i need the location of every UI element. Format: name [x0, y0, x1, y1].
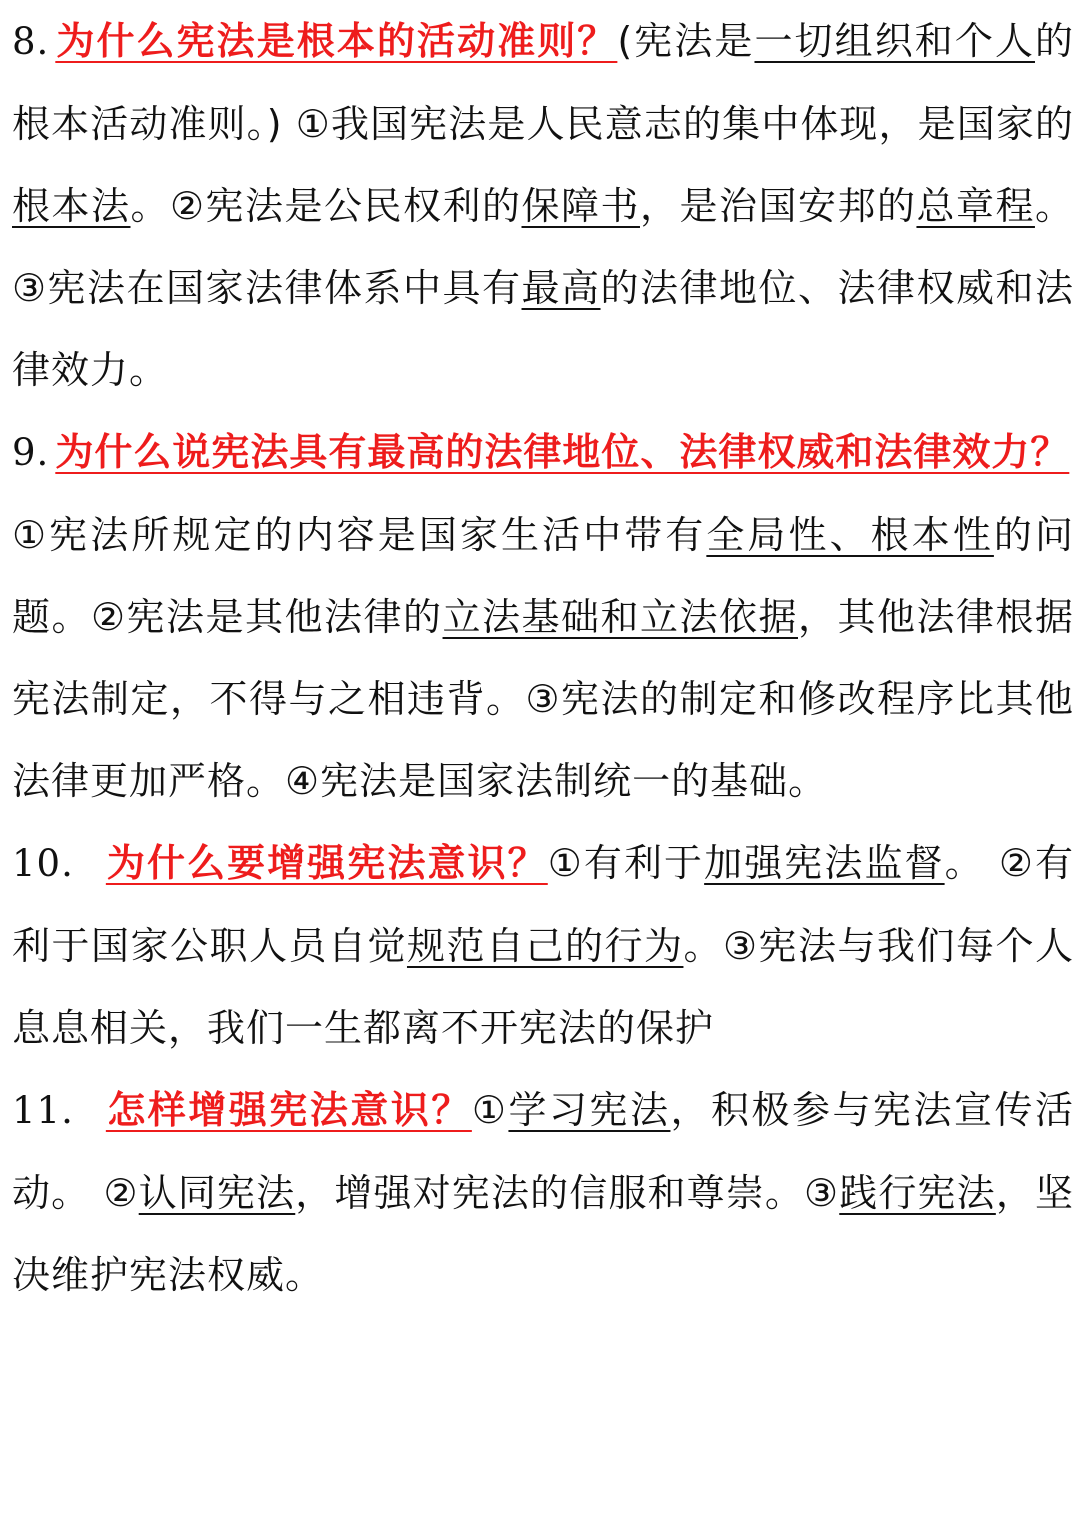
answer-text: (宪法是	[617, 19, 755, 63]
answer-text: 。③宪法与我们每个人息息相关，我们一生都离不开宪法的保护	[12, 924, 1074, 1050]
item-number: 8.	[12, 20, 50, 63]
question-heading: 怎样增强宪法意识？	[105, 1088, 472, 1132]
answer-text: 的根本活动准则。) ①我国宪法是人民意志的集中体现，是国家的	[12, 19, 1074, 146]
question-heading: 为什么宪法是根本的活动准则？	[55, 19, 618, 63]
key-term: 认同宪法	[138, 1171, 296, 1215]
key-term: 总章程	[916, 184, 1035, 228]
item-number: 10.	[12, 842, 74, 885]
answer-text: 。③宪法在国家法律体系中具有	[12, 184, 1074, 310]
key-term: 最高	[521, 266, 601, 310]
answer-text: ①宪法所规定的内容是国家生活中带有	[12, 513, 707, 557]
question-heading: 为什么说宪法具有最高的法律地位、法律权威和法律效力？	[55, 430, 1070, 474]
answer-text: 的问题。②宪法是其他法律的	[12, 513, 1074, 639]
key-term: 立法基础和立法依据	[442, 595, 798, 639]
answer-text: ，积极参与宪法宣传活动。 ②	[12, 1088, 1074, 1215]
key-term: 根本法	[12, 184, 131, 228]
key-term: 规范自己的行为	[406, 924, 684, 968]
item-10	[12, 822, 1074, 1069]
answer-text: 。②宪法是公民权利的	[130, 184, 522, 228]
document-page	[12, 0, 1074, 1316]
answer-text: ，是治国安邦的	[639, 184, 917, 228]
answer-text: 。 ②有利于国家公职人员自觉	[12, 841, 1074, 968]
answer-text: ①有利于	[547, 841, 705, 885]
item-number: 9.	[12, 431, 50, 474]
key-term: 加强宪法监督	[704, 841, 945, 885]
answer-text: ，其他法律根据宪法制定，不得与之相违背。③宪法的制定和修改程序比其他法律更加严格。④宪法是国家法制统一的基础。	[12, 595, 1074, 803]
item-11	[12, 1069, 1074, 1316]
item-number: 11.	[12, 1089, 74, 1132]
answer-text: 的法律地位、法律权威和法律效力。	[12, 266, 1074, 392]
question-heading: 为什么要增强宪法意识？	[105, 841, 548, 885]
answer-text: ，坚决维护宪法权威。	[12, 1171, 1074, 1297]
key-term: 保障书	[521, 184, 640, 228]
answer-text: ①	[471, 1088, 509, 1132]
key-term: 践行宪法	[839, 1171, 996, 1215]
key-term: 全局性、根本性	[706, 513, 994, 557]
key-term: 学习宪法	[508, 1088, 671, 1132]
answer-text: ，增强对宪法的信服和尊崇。③	[295, 1171, 840, 1215]
key-term: 一切组织和个人	[754, 19, 1035, 63]
item-8	[12, 0, 1074, 411]
item-9	[12, 411, 1074, 822]
